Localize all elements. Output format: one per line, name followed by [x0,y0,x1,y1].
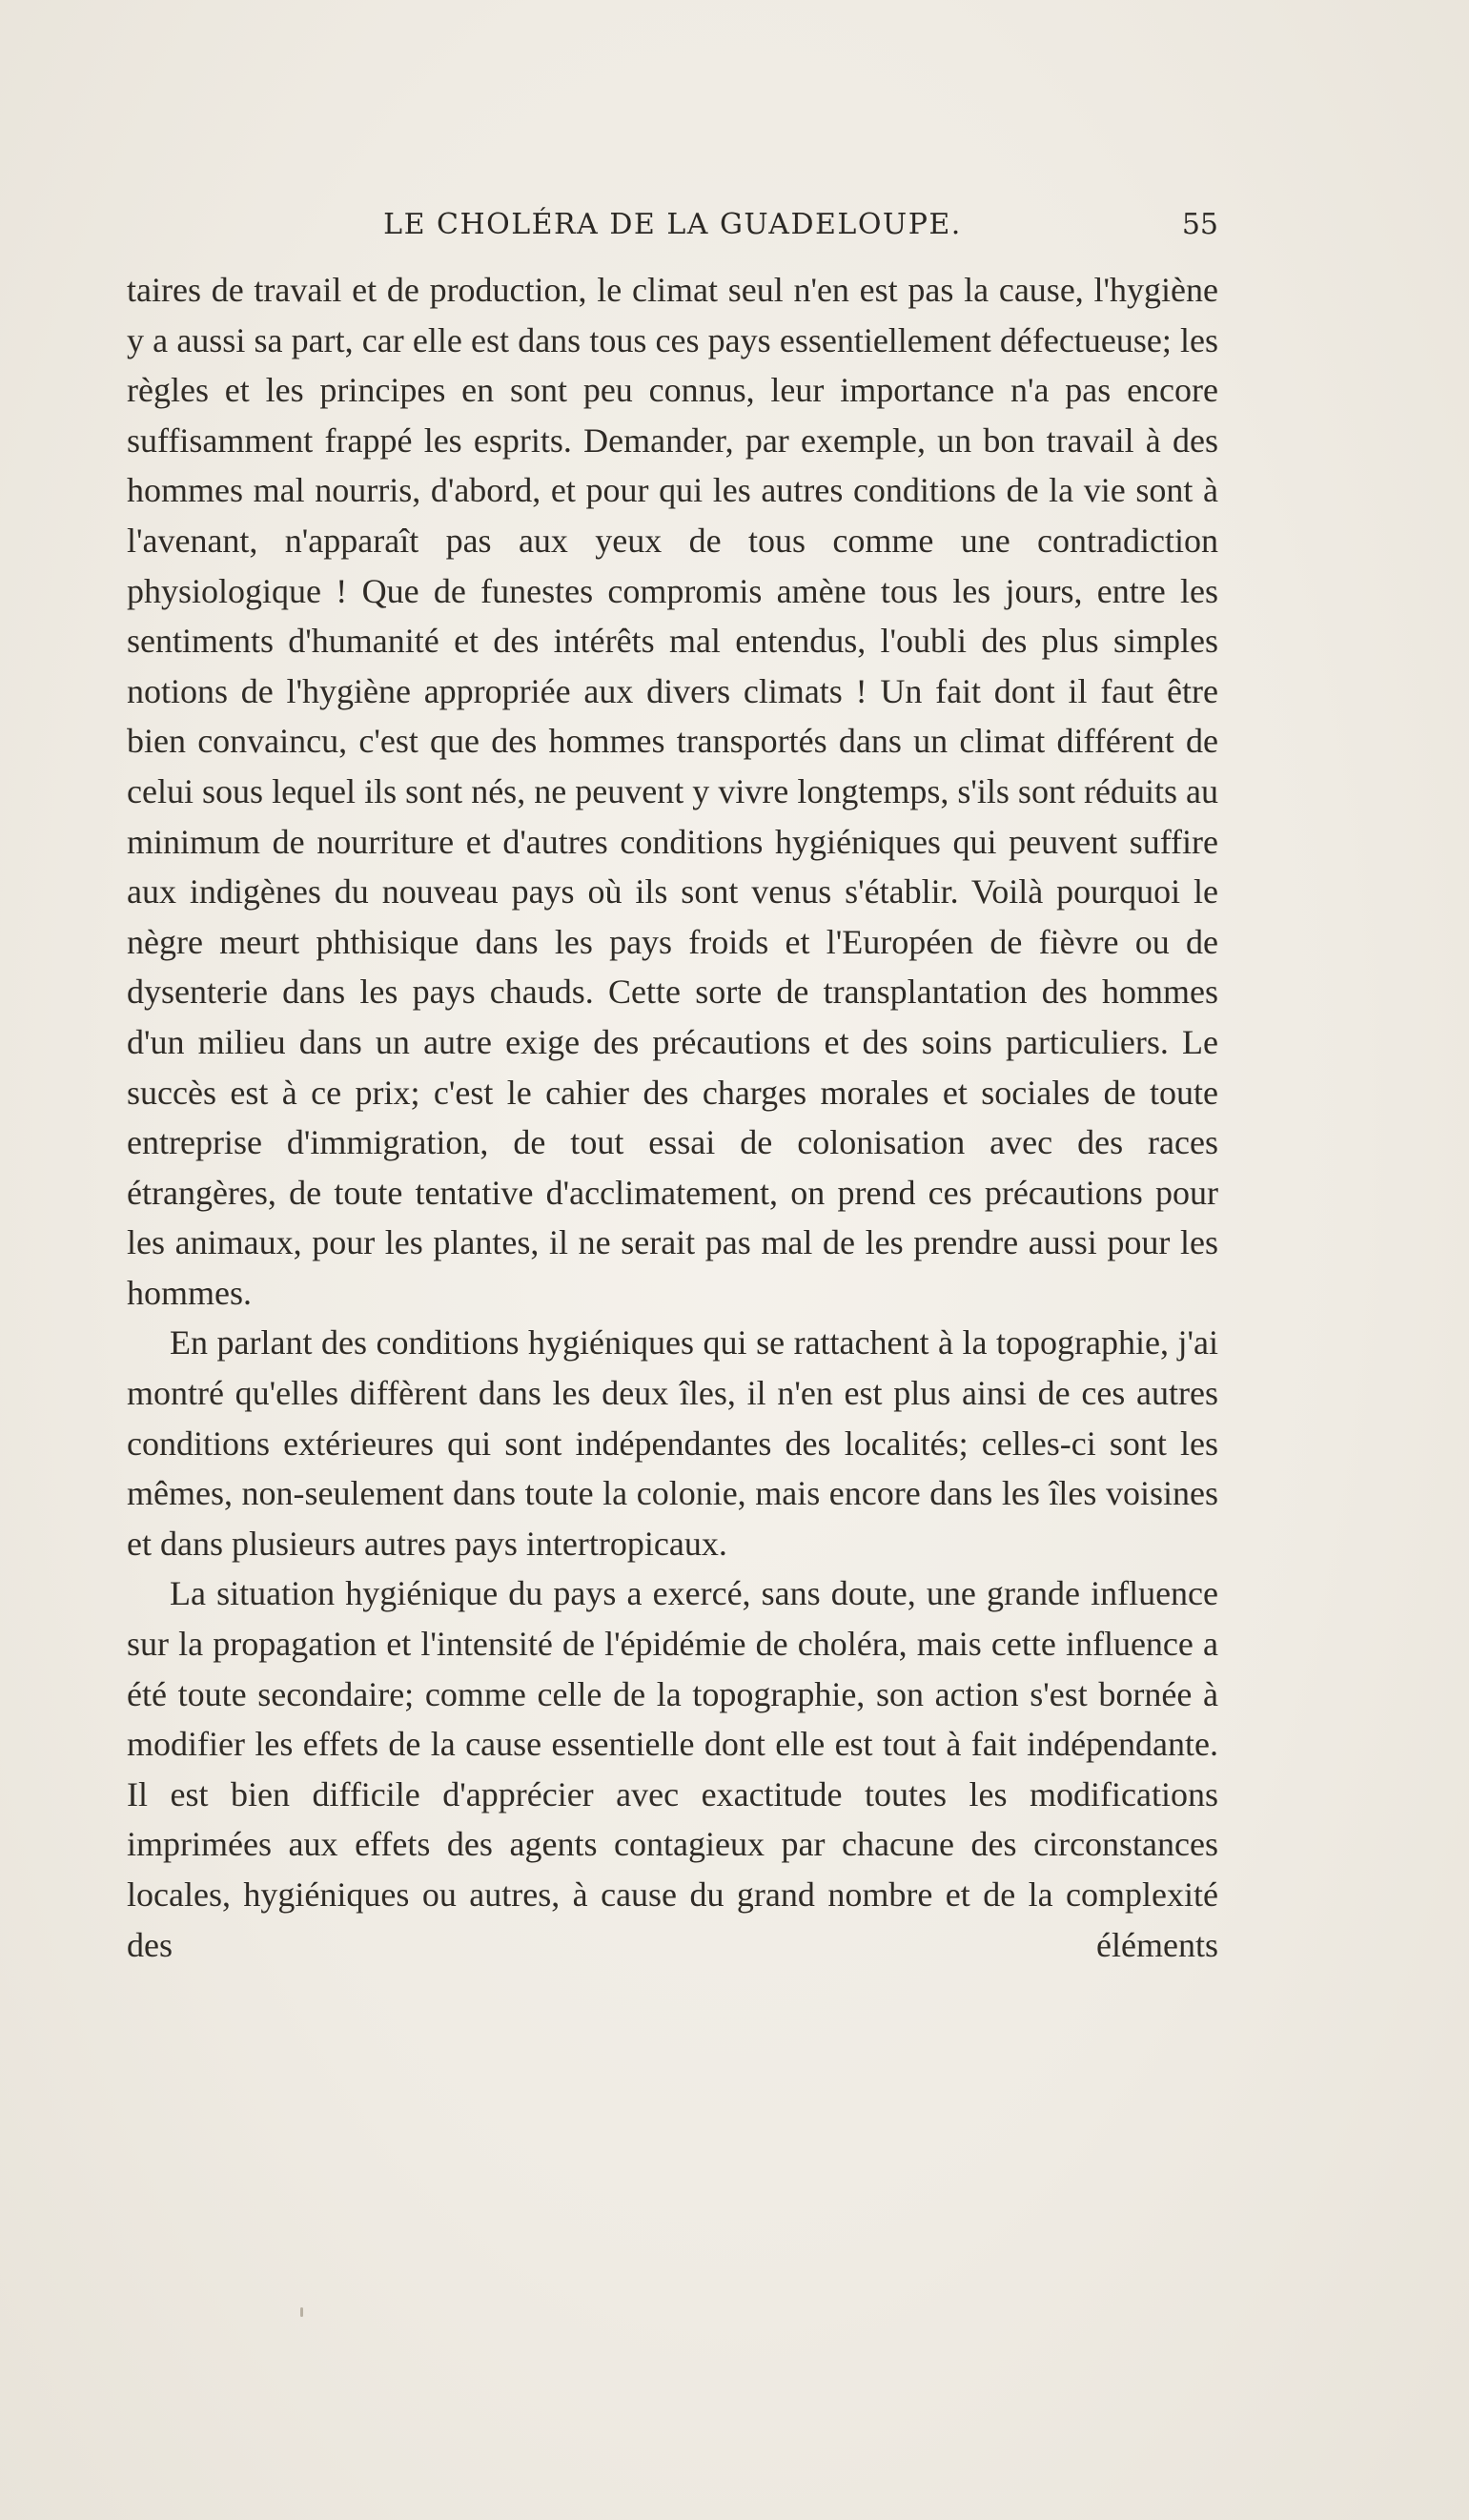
paper-speck [300,2307,303,2317]
paragraph-2: En parlant des conditions hygiéniques qui se rattachent à la topographie, j'ai montré qu'elles diffèrent dans les deux îles, il n'en est plus ainsi de ces autres conditions extérieures qui sont indépendantes des localités; celles-ci sont les mêmes, non-seulement dans toute la colonie, mais encore dans les îles voisines et dans plusieurs autres pays intertropicaux. [127,1323,1218,1563]
running-title: LE CHOLÉRA DE LA GUADELOUPE. [383,208,962,241]
paragraph-3: La situation hygiénique du pays a exercé, sans doute, une grande influence sur la propagation et l'intensité de l'épidémie de choléra, mais cette influence a été toute secondaire; comme celle de la topographie, son action s'est bornée à modifier les effets de la cause essentielle dont elle est tout à fait indépendante. Il est bien difficile d'apprécier avec exactitude toutes les modifications imprimées aux effets des agents contagieux par chacune des circonstances locales, hygiéniques ou autres, à cause du grand nombre et de la complexité des éléments [127,1574,1218,1964]
paragraph-1: taires de travail et de production, le climat seul n'en est pas la cause, l'hygiène y a aussi sa part, car elle est dans tous ces pays essentiellement défectueuse; les règles et les principes en sont peu connus, leur importance n'a pas encore suffisamment frappé les esprits. Demander, par exemple, un bon travail à des hommes mal nourris, d'abord, et pour qui les autres conditions de la vie sont à l'avenant, n'apparaît pas aux yeux de tous comme une contradiction physiologique ! Que de funestes compromis amène tous les jours, entre les sentiments d'humanité et des intérêts mal entendus, l'oubli des plus simples notions de l'hygiène appropriée aux divers climats ! Un fait dont il faut être bien convaincu, c'est que des hommes transportés dans un climat différent de celui sous lequel ils sont nés, ne peuvent y vivre longtemps, s'ils sont réduits au minimum de nourriture et d'autres conditions hygiéniques qui peuvent suffire aux indigènes du nouveau pays où ils sont venus s'établir. Voilà pourquoi le nègre meurt phthisique dans les pays froids et l'Européen de fièvre ou de dysenterie dans les pays chauds. Cette sorte de transplantation des hommes d'un milieu dans un autre exige des précautions et des soins particuliers. Le succès est à ce prix; c'est le cahier des charges morales et sociales de toute entreprise d'immigration, de tout essai de colonisation avec des races étrangères, de toute tentative d'acclimatement, on prend ces précautions pour les animaux, pour les plantes, il ne serait pas mal de les prendre aussi pour les hommes. [127,271,1218,1312]
body-text [127,265,1218,1970]
running-head [127,200,1218,250]
page-number: 55 [1181,208,1218,241]
